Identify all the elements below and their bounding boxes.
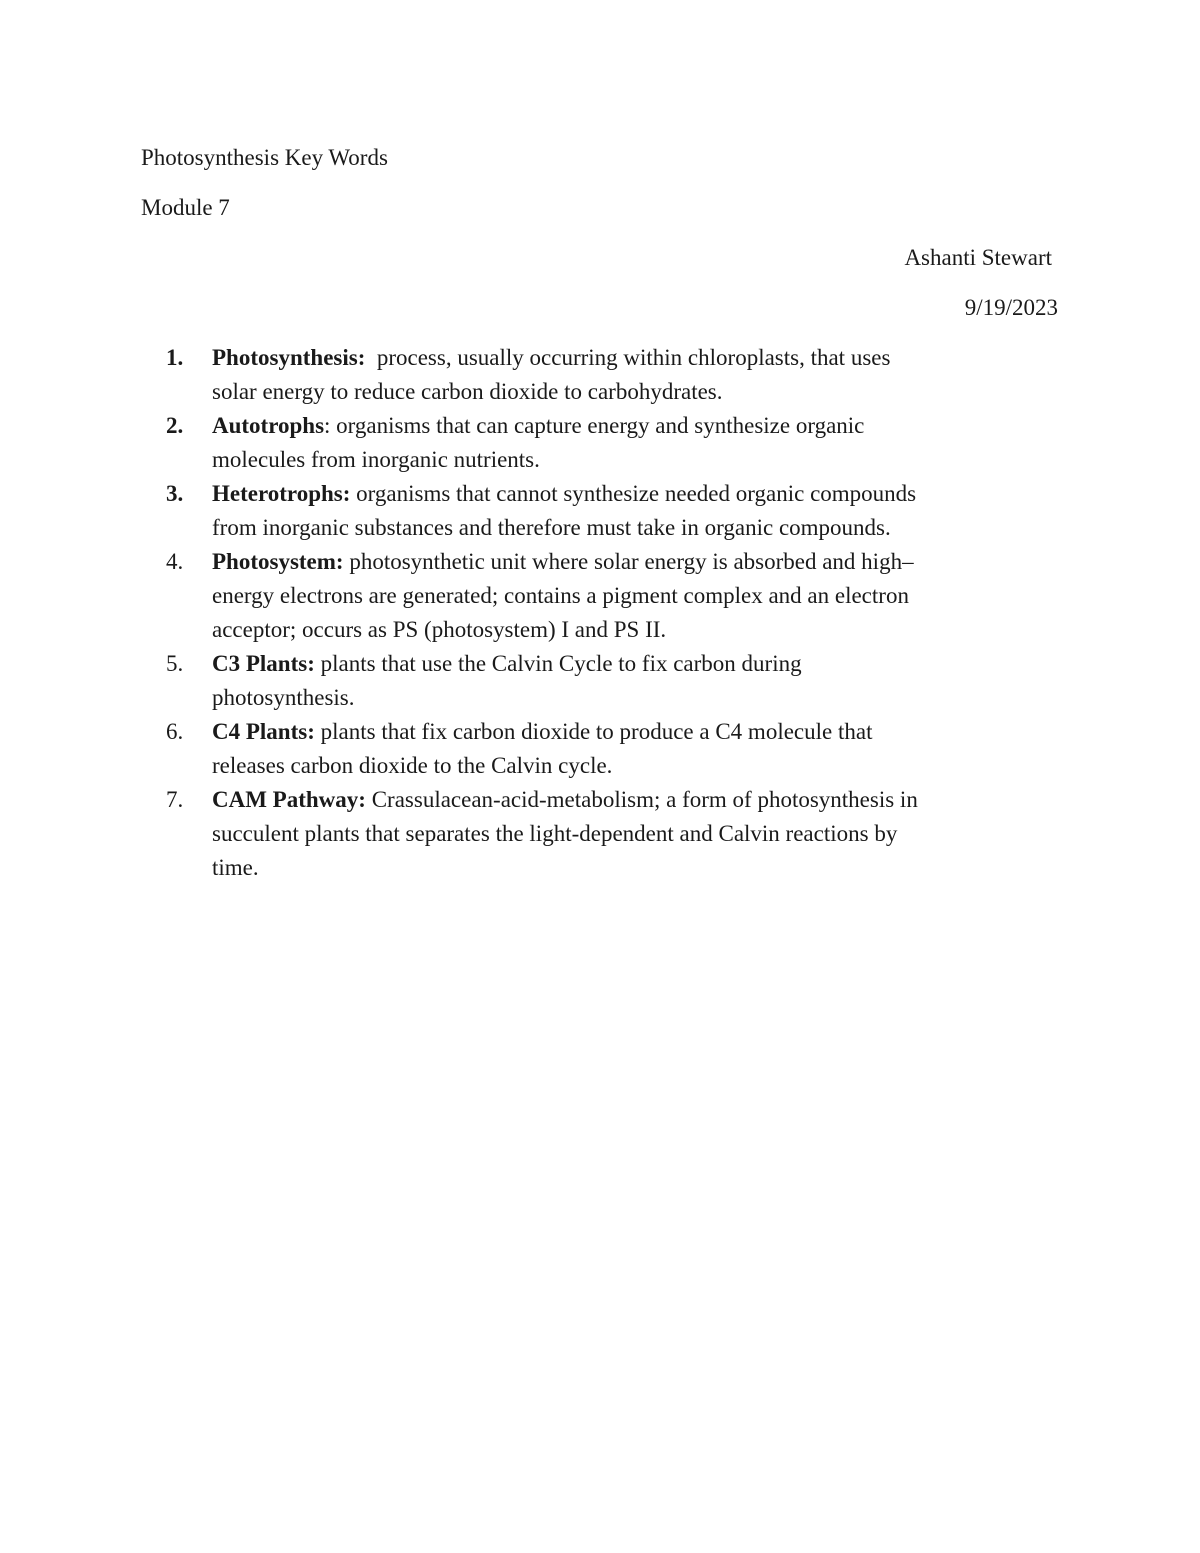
term-definition: process, usually occurring within chloroplasts, that uses [376, 345, 891, 370]
list-item [166, 477, 1066, 545]
term-name: C4 Plants: [212, 719, 315, 744]
item-number: 3. [166, 481, 184, 506]
list-item [166, 545, 1066, 647]
term-name: Autotrophs [212, 413, 325, 438]
term-name: CAM Pathway: [212, 787, 366, 812]
item-number: 7. [166, 787, 184, 812]
document-date: 9/19/2023 [964, 295, 1058, 320]
term-definition-continued: photosynthesis. [212, 685, 355, 710]
item-number: 6. [166, 719, 184, 744]
term-name: Photosynthesis: [212, 345, 366, 370]
term-definition-continued: releases carbon dioxide to the Calvin cycle. [212, 753, 613, 778]
term-name: Heterotrophs: [212, 481, 351, 506]
term-name: C3 Plants: [212, 651, 315, 676]
list-item [166, 783, 1066, 885]
term-definition: photosynthetic unit where solar energy is absorbed and high– [349, 549, 914, 574]
author-name: Ashanti Stewart [904, 245, 1052, 270]
list-item [166, 409, 1066, 477]
term-definition-continued: time. [212, 855, 259, 880]
item-number: 1. [166, 345, 184, 370]
term-name: Photosystem: [212, 549, 344, 574]
list-item [166, 341, 1066, 409]
key-words-list [166, 341, 1066, 885]
term-definition-continued: from inorganic substances and therefore must take in organic compounds. [212, 515, 891, 540]
term-definition: : organisms that can capture energy and synthesize organic [324, 413, 865, 438]
term-definition-continued: molecules from inorganic nutrients. [212, 447, 540, 472]
term-definition-continued: solar energy to reduce carbon dioxide to carbohydrates. [212, 379, 723, 404]
term-definition-continued: acceptor; occurs as PS (photosystem) I and PS II. [212, 617, 667, 642]
term-definition: organisms that cannot synthesize needed organic compounds [356, 481, 917, 506]
term-definition: plants that fix carbon dioxide to produce a C4 molecule that [320, 719, 873, 744]
item-number: 2. [166, 413, 184, 438]
term-definition: plants that use the Calvin Cycle to fix carbon during [320, 651, 802, 676]
term-definition-continued: energy electrons are generated; contains a pigment complex and an electron [212, 583, 909, 608]
item-number: 5. [166, 651, 184, 676]
term-definition: Crassulacean-acid-metabolism; a form of photosynthesis in [371, 787, 918, 812]
document-title: Photosynthesis Key Words [141, 145, 388, 170]
module-label: Module 7 [141, 195, 230, 220]
list-item [166, 715, 1066, 783]
item-number: 4. [166, 549, 184, 574]
list-item [166, 647, 1066, 715]
term-definition-continued: succulent plants that separates the light-dependent and Calvin reactions by [212, 821, 898, 846]
